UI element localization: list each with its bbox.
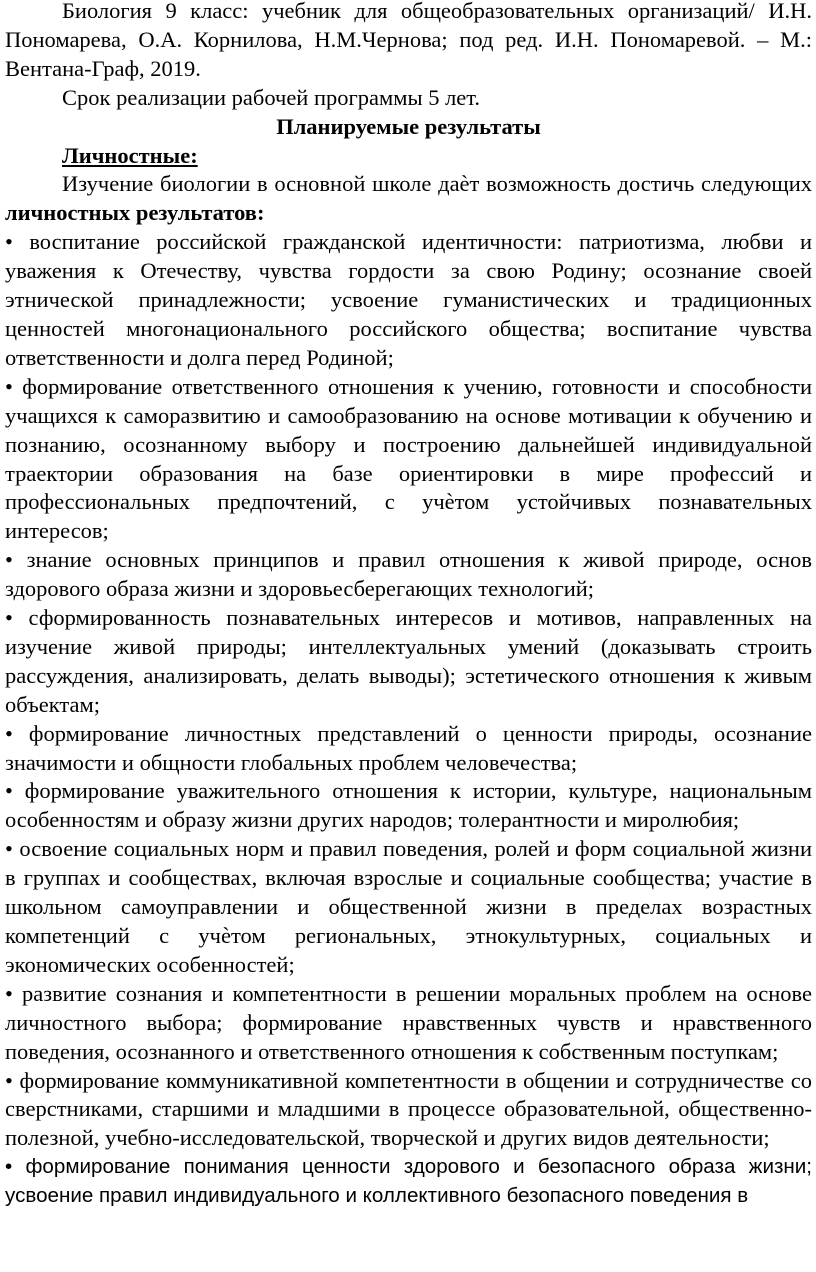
bullet-item: • формирование понимания ценности здорового и безопасного образа жизни; усвоение правил индивидуального и коллективного безопасного поведения в — [5, 1155, 812, 1208]
bullet-item: • освоение социальных норм и правил поведения, ролей и форм социальной жизни в группах и сообществах, включая взрослые и социальные сообщества; участие в школьном самоуправлении и общественной жизни в пределах возрастных компетенций с учѐтом региональных, этнокультурных, социальных и экономических особенностей; — [5, 836, 812, 977]
bullet-item: • сформированность познавательных интересов и мотивов, направленных на изучение живой природы; интеллектуальных умений (доказывать строить рассуждения, анализировать, делать выводы); эстетического отношения к живым объектам; — [5, 605, 812, 717]
bullet-item: • развитие сознания и компетентности в решении моральных проблем на основе личностного выбора; формирование нравственных чувств и нравственного поведения, осознанного и ответственного отношения к собственным поступкам; — [5, 980, 812, 1064]
bullet-item: • формирование уважительного отношения к истории, культуре, национальным особенностям и образу жизни других народов; толерантности и миролюбия; — [5, 778, 812, 833]
textbook-reference: Биология 9 класс: учебник для общеобразовательных организаций/ И.Н. Пономарева, О.А. Корнилова, Н.М.Чернова; под ред. И.Н. Пономаревой. – М.: Вентана-Граф, 2019. — [5, 0, 812, 81]
intro-text: Изучение биологии в основной школе даѐт возможность достичь следующих — [62, 171, 812, 197]
bullet-item: • формирование личностных представлений о ценности природы, осознание значимости и общности глобальных проблем человечества; — [5, 720, 812, 775]
bullet-item: • знание основных принципов и правил отношения к живой природе, основ здорового образа жизни и здоровьесберегающих технологий; — [5, 547, 812, 602]
bullet-item: • воспитание российской гражданской идентичности: патриотизма, любви и уважения к Отечеству, чувства гордости за свою Родину; осознание своей этнической принадлежности; усвоение гуманистических и традиционных ценностей многонационального российского общества; воспитание чувства ответственности и долга перед Родиной; — [5, 229, 812, 370]
subsection-title: Личностные: — [62, 142, 198, 168]
program-term: Срок реализации рабочей программы 5 лет. — [62, 84, 481, 110]
intro-bold-text: личностных результатов: — [5, 200, 265, 226]
section-title: Планируемые результаты — [276, 113, 541, 139]
bullet-item: • формирование коммуникативной компетентности в общении и сотрудничестве со сверстниками, старшими и младшими в процессе образовательной, общественно-полезной, учебно-исследовательской, творческой и других видов деятельности; — [5, 1067, 812, 1151]
bullet-item: • формирование ответственного отношения к учению, готовности и способности учащихся к саморазвитию и самообразованию на основе мотивации к обучению и познанию, осознанному выбору и построению дальнейшей индивидуальной траектории образования на базе ориентировки в мире профессий и профессиональных предпочтений, с учѐтом устойчивых познавательных интересов; — [5, 373, 812, 544]
intro-paragraph — [5, 170, 812, 228]
subsection-title-line — [5, 142, 812, 171]
